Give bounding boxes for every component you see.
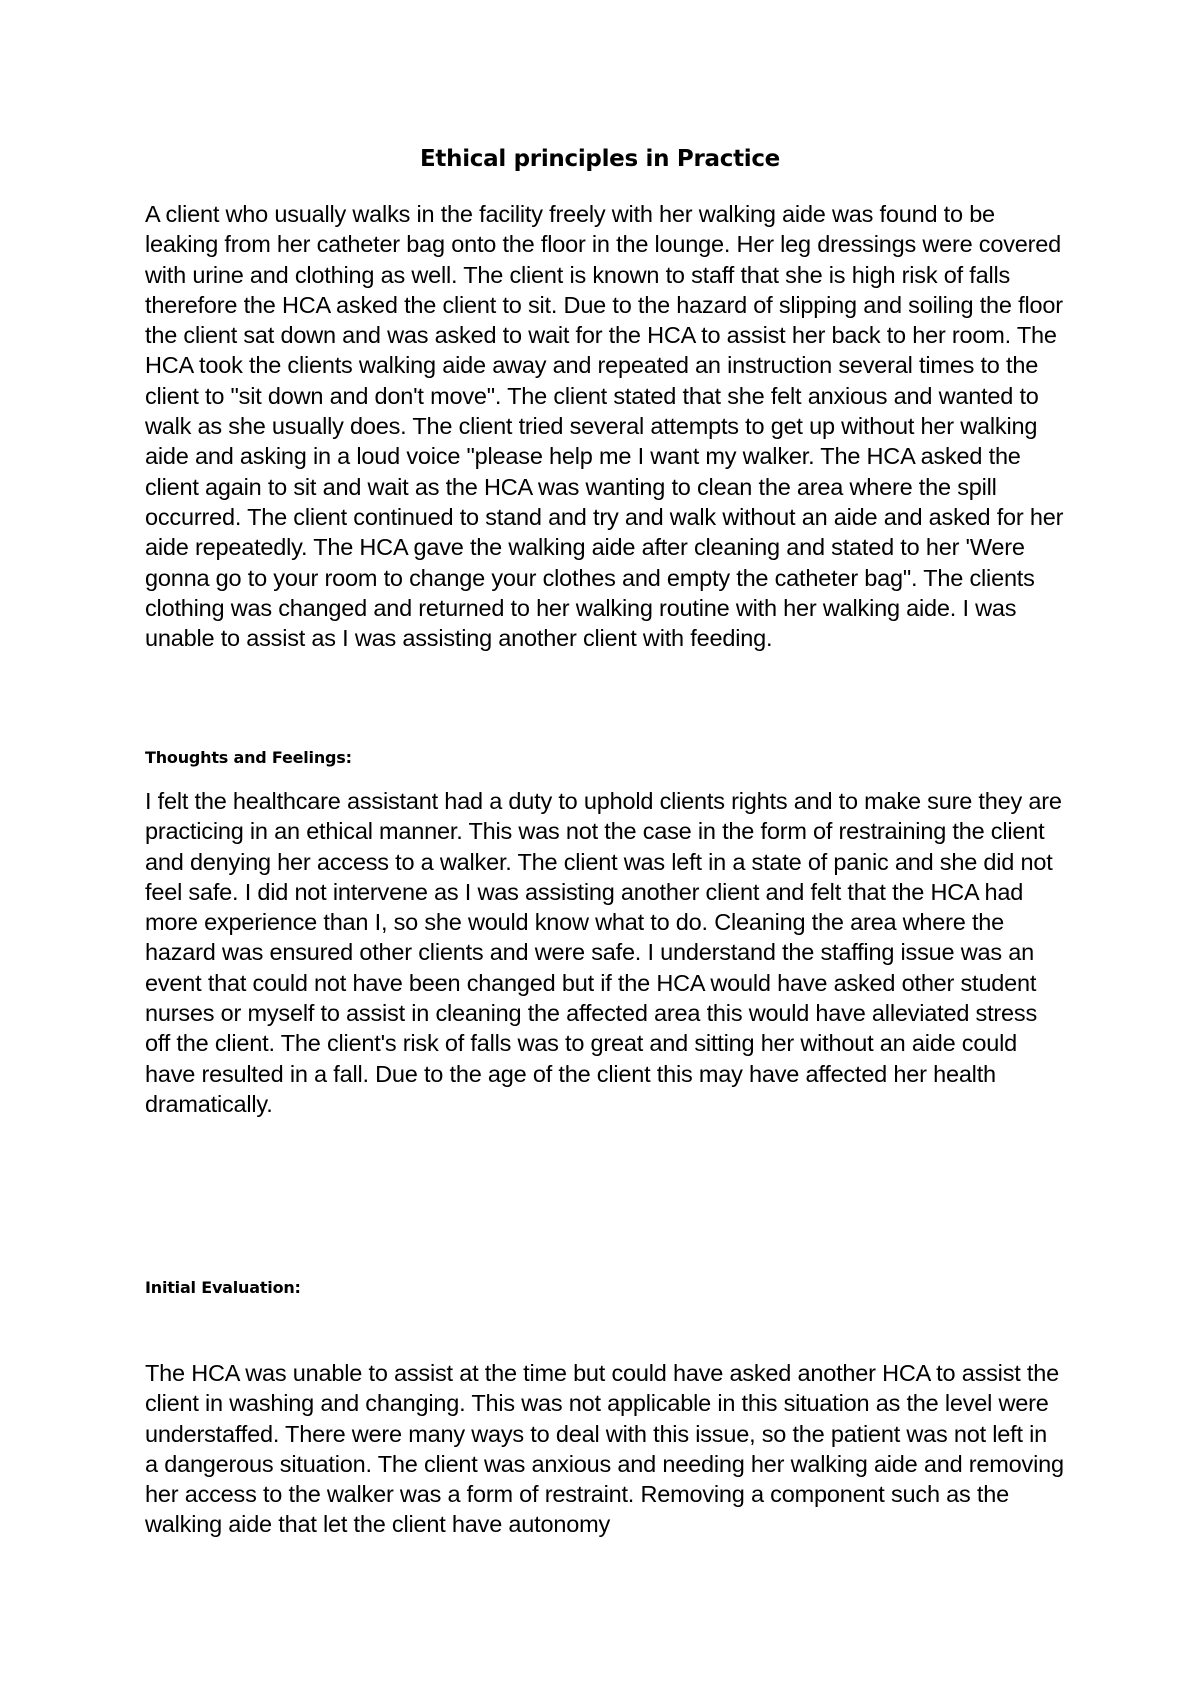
thoughts-feelings-heading: Thoughts and Feelings: [145,748,352,767]
initial-evaluation-heading: Initial Evaluation: [145,1278,301,1297]
initial-evaluation-paragraph: The HCA was unable to assist at the time but could have asked another HCA to assist the client in washing and changing. This was not applicable in this situation as the level were understaffed. There were many ways to deal with this issue, so the patient was not left in a dangerous situation. The client was anxious and needing her walking aide and removing her access to the walker was a form of restraint. Removing a component such as the walking aide that let the client have autonomy [145,1360,1064,1538]
thoughts-feelings-paragraph: I felt the healthcare assistant had a duty to uphold clients rights and to make sure they are practicing in an ethical manner. This was not the case in the form of restraining the client and denying her access to a walker. The client was left in a state of panic and she did not feel safe. I did not intervene as I was assisting another client and felt that the HCA had more experience than I, so she would know what to do. Cleaning the area where the hazard was ensured other clients and were safe. I understand the staffing issue was an event that could not have been changed but if the HCA would have asked other student nurses or myself to assist in cleaning the affected area this would have alleviated stress off the client. The client's risk of falls was to great and sitting her without an aide could have resulted in a fall. Due to the age of the client this may have affected her health dramatically. [145,788,1062,1117]
incident-description-paragraph: A client who usually walks in the facility freely with her walking aide was found to be leaking from her catheter bag onto the floor in the lounge. Her leg dressings were covered with urine and clothing as well. The client is known to staff that she is high risk of falls therefore the HCA asked the client to sit. Due to the hazard of slipping and soiling the floor the client sat down and was asked to wait for the HCA to assist her back to her room. The HCA took the clients walking aide away and repeated an instruction several times to the client to "sit down and don't move". The client stated that she felt anxious and wanted to walk as she usually does. The client tried several attempts to get up without her walking aide and asking in a loud voice "please help me I want my walker. The HCA asked the client again to sit and wait as the HCA was wanting to clean the area where the spill occurred. The client continued to stand and try and walk without an aide and asked for her aide repeatedly. The HCA gave the walking aide after cleaning and stated to her 'Were gonna go to your room to change your clothes and empty the catheter bag". The clients clothing was changed and returned to her walking routine with her walking aide. I was unable to assist as I was assisting another client with feeding. [145,201,1064,652]
document-title: Ethical principles in Practice [420,146,780,172]
